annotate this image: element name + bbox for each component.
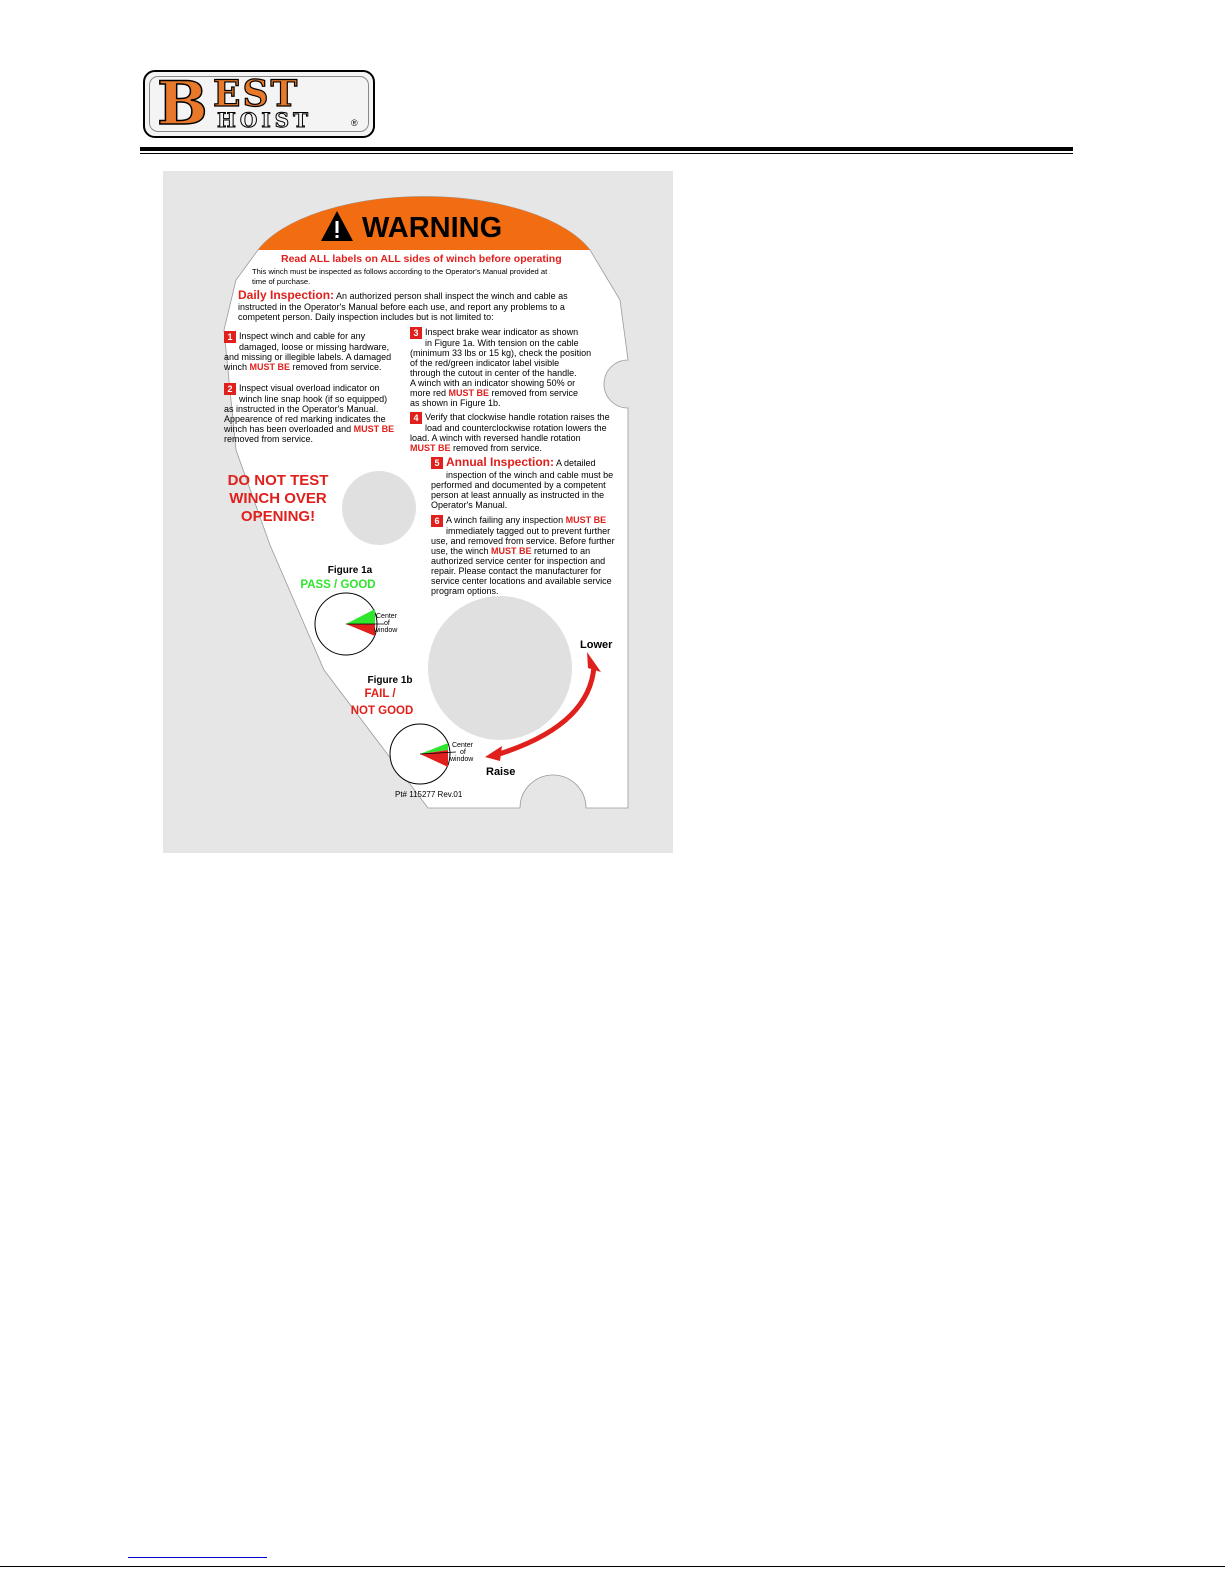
item-4-text-4b: removed from service. (450, 443, 543, 453)
item-3-text-7b: removed from service (489, 388, 579, 398)
item-3-line-5: through the cutout in center of the handle. (410, 368, 577, 378)
intro-line-1: This winch must be inspected as follows according to the Operator's Manual provided at (252, 267, 548, 276)
daily-inspection-line-3: competent person. Daily inspection includes but is not limited to: (238, 312, 494, 322)
logo-registered-mark: ® (351, 118, 358, 128)
item-3-text-1: Inspect brake wear indicator as shown (425, 327, 579, 337)
opening-small (342, 471, 416, 545)
logo-letter-b: B (157, 69, 208, 139)
logo-word-hoist: HOIST (217, 108, 312, 132)
daily-inspection-heading: Daily Inspection: (238, 288, 335, 302)
item-1-line-4 (224, 362, 382, 372)
item-3-number: 3 (410, 327, 422, 339)
item-6-line-2: immediately tagged out to prevent further (446, 526, 611, 536)
figure-1a-center-label-3: window (374, 627, 398, 634)
warning-title: WARNING (362, 212, 503, 244)
item-4-number: 4 (410, 412, 422, 424)
figure-1a-center-label-1: Center (376, 613, 398, 620)
do-not-test-line-3: OPENING! (240, 508, 316, 525)
item-6-line-7: service center locations and available service (431, 576, 612, 586)
daily-inspection-line-2: instructed in the Operator's Manual before each use, and report any problems to a (238, 302, 565, 312)
figure-1b-status-1: FAIL / (364, 688, 396, 700)
do-not-test-line-2: WINCH OVER (229, 490, 327, 507)
item-5-line-2: inspection of the winch and cable must be (446, 470, 614, 480)
item-6-text-1a: A winch failing any inspection (446, 515, 566, 525)
item-2-line-5 (224, 424, 394, 434)
opening-large (428, 596, 572, 740)
item-6-line-5: authorized service center for inspection and (431, 556, 606, 566)
item-4-line-3: load. A winch with reversed handle rotation (410, 433, 581, 443)
item-5-text-1: A detailed (554, 458, 596, 468)
intro-line-2: time of purchase. (252, 277, 311, 286)
item-3-must-be: MUST BE (448, 388, 490, 398)
item-2-text-5a: winch has been overloaded and (224, 424, 354, 434)
figure-1b-center-label-2: of (460, 749, 466, 756)
item-5-line-3: performed and documented by a competent (431, 480, 606, 490)
item-2-number: 2 (224, 383, 236, 395)
item-5-line-4: person at least annually as instructed in the (431, 490, 605, 500)
item-3-line-4: of the red/green indicator label visible (410, 358, 560, 368)
item-1-must-be: MUST BE (249, 362, 291, 372)
figure-1a-center-label-2: of (384, 620, 390, 627)
item-3-line-3: (minimum 33 lbs or 15 kg), check the position (410, 348, 592, 358)
item-6-number: 6 (431, 515, 443, 527)
figure-1b-center-label-1: Center (452, 742, 474, 749)
item-6-must-be-2: MUST BE (491, 546, 532, 556)
item-1-number: 1 (224, 331, 236, 343)
item-3-text-7a: more red (410, 388, 449, 398)
item-2-line-4: Appearence of red marking indicates the (224, 414, 386, 424)
logo-word-est: EST (213, 73, 300, 115)
daily-inspection-line-1 (238, 290, 568, 301)
item-2-line-6: removed from service. (224, 434, 314, 444)
item-1-text-4b: removed from service. (290, 362, 382, 372)
item-1-text-1: Inspect winch and cable for any (239, 331, 366, 341)
annual-inspection-heading: Annual Inspection: (446, 455, 554, 469)
item-2-line-2: winch line snap hook (if so equipped) (239, 394, 388, 404)
item-6-text-4b: returned to an (531, 546, 591, 556)
item-4-must-be: MUST BE (410, 443, 451, 453)
item-4-line-4 (410, 443, 542, 453)
item-6-line-6: repair. Please contact the manufacturer for (431, 566, 602, 576)
read-all-labels: Read ALL labels on ALL sides of winch before operating (281, 253, 562, 265)
item-2-text-1: Inspect visual overload indicator on (239, 383, 380, 393)
do-not-test-line-1: DO NOT TEST (227, 472, 329, 489)
item-6-line-3: use, and removed from service. Before further (431, 536, 615, 546)
figure-1b-status-2: NOT GOOD (350, 705, 414, 717)
footer-rule (0, 1566, 1225, 1567)
item-5-line-1 (431, 457, 596, 469)
item-4-line-2: load and counterclockwise rotation lowers the (425, 423, 607, 433)
item-3-line-7 (410, 388, 578, 398)
item-5-number: 5 (431, 457, 443, 469)
item-2-line-3: as instructed in the Operator's Manual. (224, 404, 379, 414)
item-5-line-5: Operator's Manual. (431, 500, 508, 510)
item-1-text-4a: winch (224, 362, 250, 372)
daily-text-1: An authorized person shall inspect the winch and cable as (334, 291, 568, 301)
item-3-line-6: A winch with an indicator showing 50% or (410, 378, 576, 388)
item-3-line-8: as shown in Figure 1b. (410, 398, 501, 408)
item-2-must-be: MUST BE (353, 424, 395, 434)
figure-1a-caption: Figure 1a (327, 565, 373, 576)
item-3-line-2: in Figure 1a. With tension on the cable (425, 338, 579, 348)
item-1-line-2: damaged, loose or missing hardware, (239, 342, 390, 352)
footer-link-underline[interactable] (128, 1557, 267, 1558)
lower-label: Lower (580, 639, 613, 651)
item-6-text-4a: use, the winch (431, 546, 492, 556)
figure-1b-center-label-3: window (450, 756, 474, 763)
figure-1b-caption: Figure 1b (367, 675, 413, 686)
item-4-text-1: Verify that clockwise handle rotation raises the (425, 412, 610, 422)
figure-1a-status: PASS / GOOD (300, 579, 376, 591)
part-number: Pt# 115277 Rev.01 (395, 790, 463, 799)
item-6-line-4 (431, 546, 590, 556)
raise-label: Raise (486, 766, 516, 778)
item-6-line-8: program options. (431, 586, 499, 596)
item-1-line-3: and missing or illegible labels. A damaged (224, 352, 392, 362)
item-6-must-be-1: MUST BE (565, 515, 607, 525)
